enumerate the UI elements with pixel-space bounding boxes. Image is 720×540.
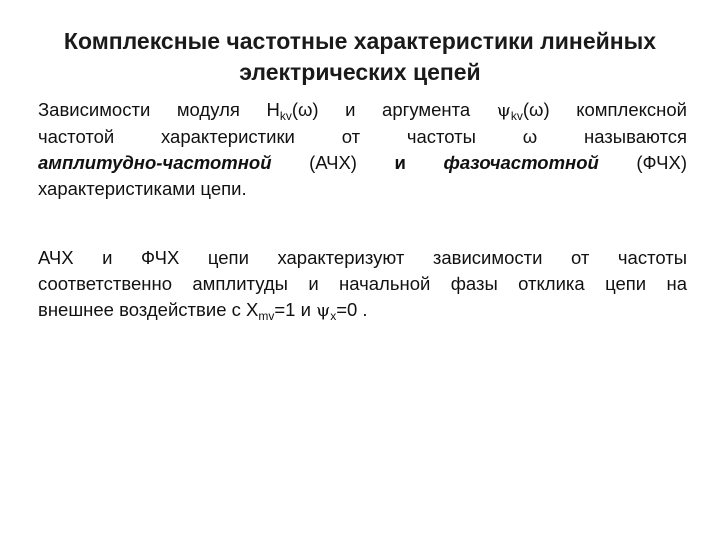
paragraph-2-line-2: соответственно амплитуды и начальной фазы отклика цепи на [38,273,687,294]
text-segment: (ω) комплексной [522,99,688,120]
text-segment: Зависимости модуля H [38,99,280,120]
subscript: mv [258,309,275,323]
psi-symbol: ψ [316,300,331,321]
text-segment: внешнее воздействие с X [38,299,259,320]
subscript: kv [279,109,292,123]
subscript: kv [510,109,523,123]
paragraph-1-line-3 [38,150,687,176]
text-segment: (ω) и аргумента [291,99,497,120]
paragraph-1-line-2: частотой характеристики от частоты ω называются [38,126,687,147]
slide-title [20,26,700,88]
subscript: x [330,309,337,323]
paragraph-2-line-1: АЧХ и ФЧХ цепи характеризуют зависимости от частоты [38,247,687,268]
title-line-2: электрических цепей [239,59,481,85]
conjunction: и [394,152,406,173]
psi-symbol: ψ [496,100,511,121]
paragraph-explanation [38,245,687,324]
term-amplitude-frequency: амплитудно-частотной [38,152,272,173]
paragraph-1-line-4: характеристиками цепи. [38,178,247,199]
title-line-1: Комплексные частотные характеристики линейных [63,28,657,54]
paragraph-definition [38,97,687,202]
text-segment: (АЧХ) [271,152,395,173]
paragraph-2-line-3 [38,297,687,324]
text-segment: =0 . [336,299,368,320]
text-segment: (ФЧХ) [598,152,687,173]
paragraph-1-line-1 [38,97,687,124]
text-segment [406,152,444,173]
term-phase-frequency: фазочастотной [443,152,599,173]
text-segment: =1 и [274,299,317,320]
